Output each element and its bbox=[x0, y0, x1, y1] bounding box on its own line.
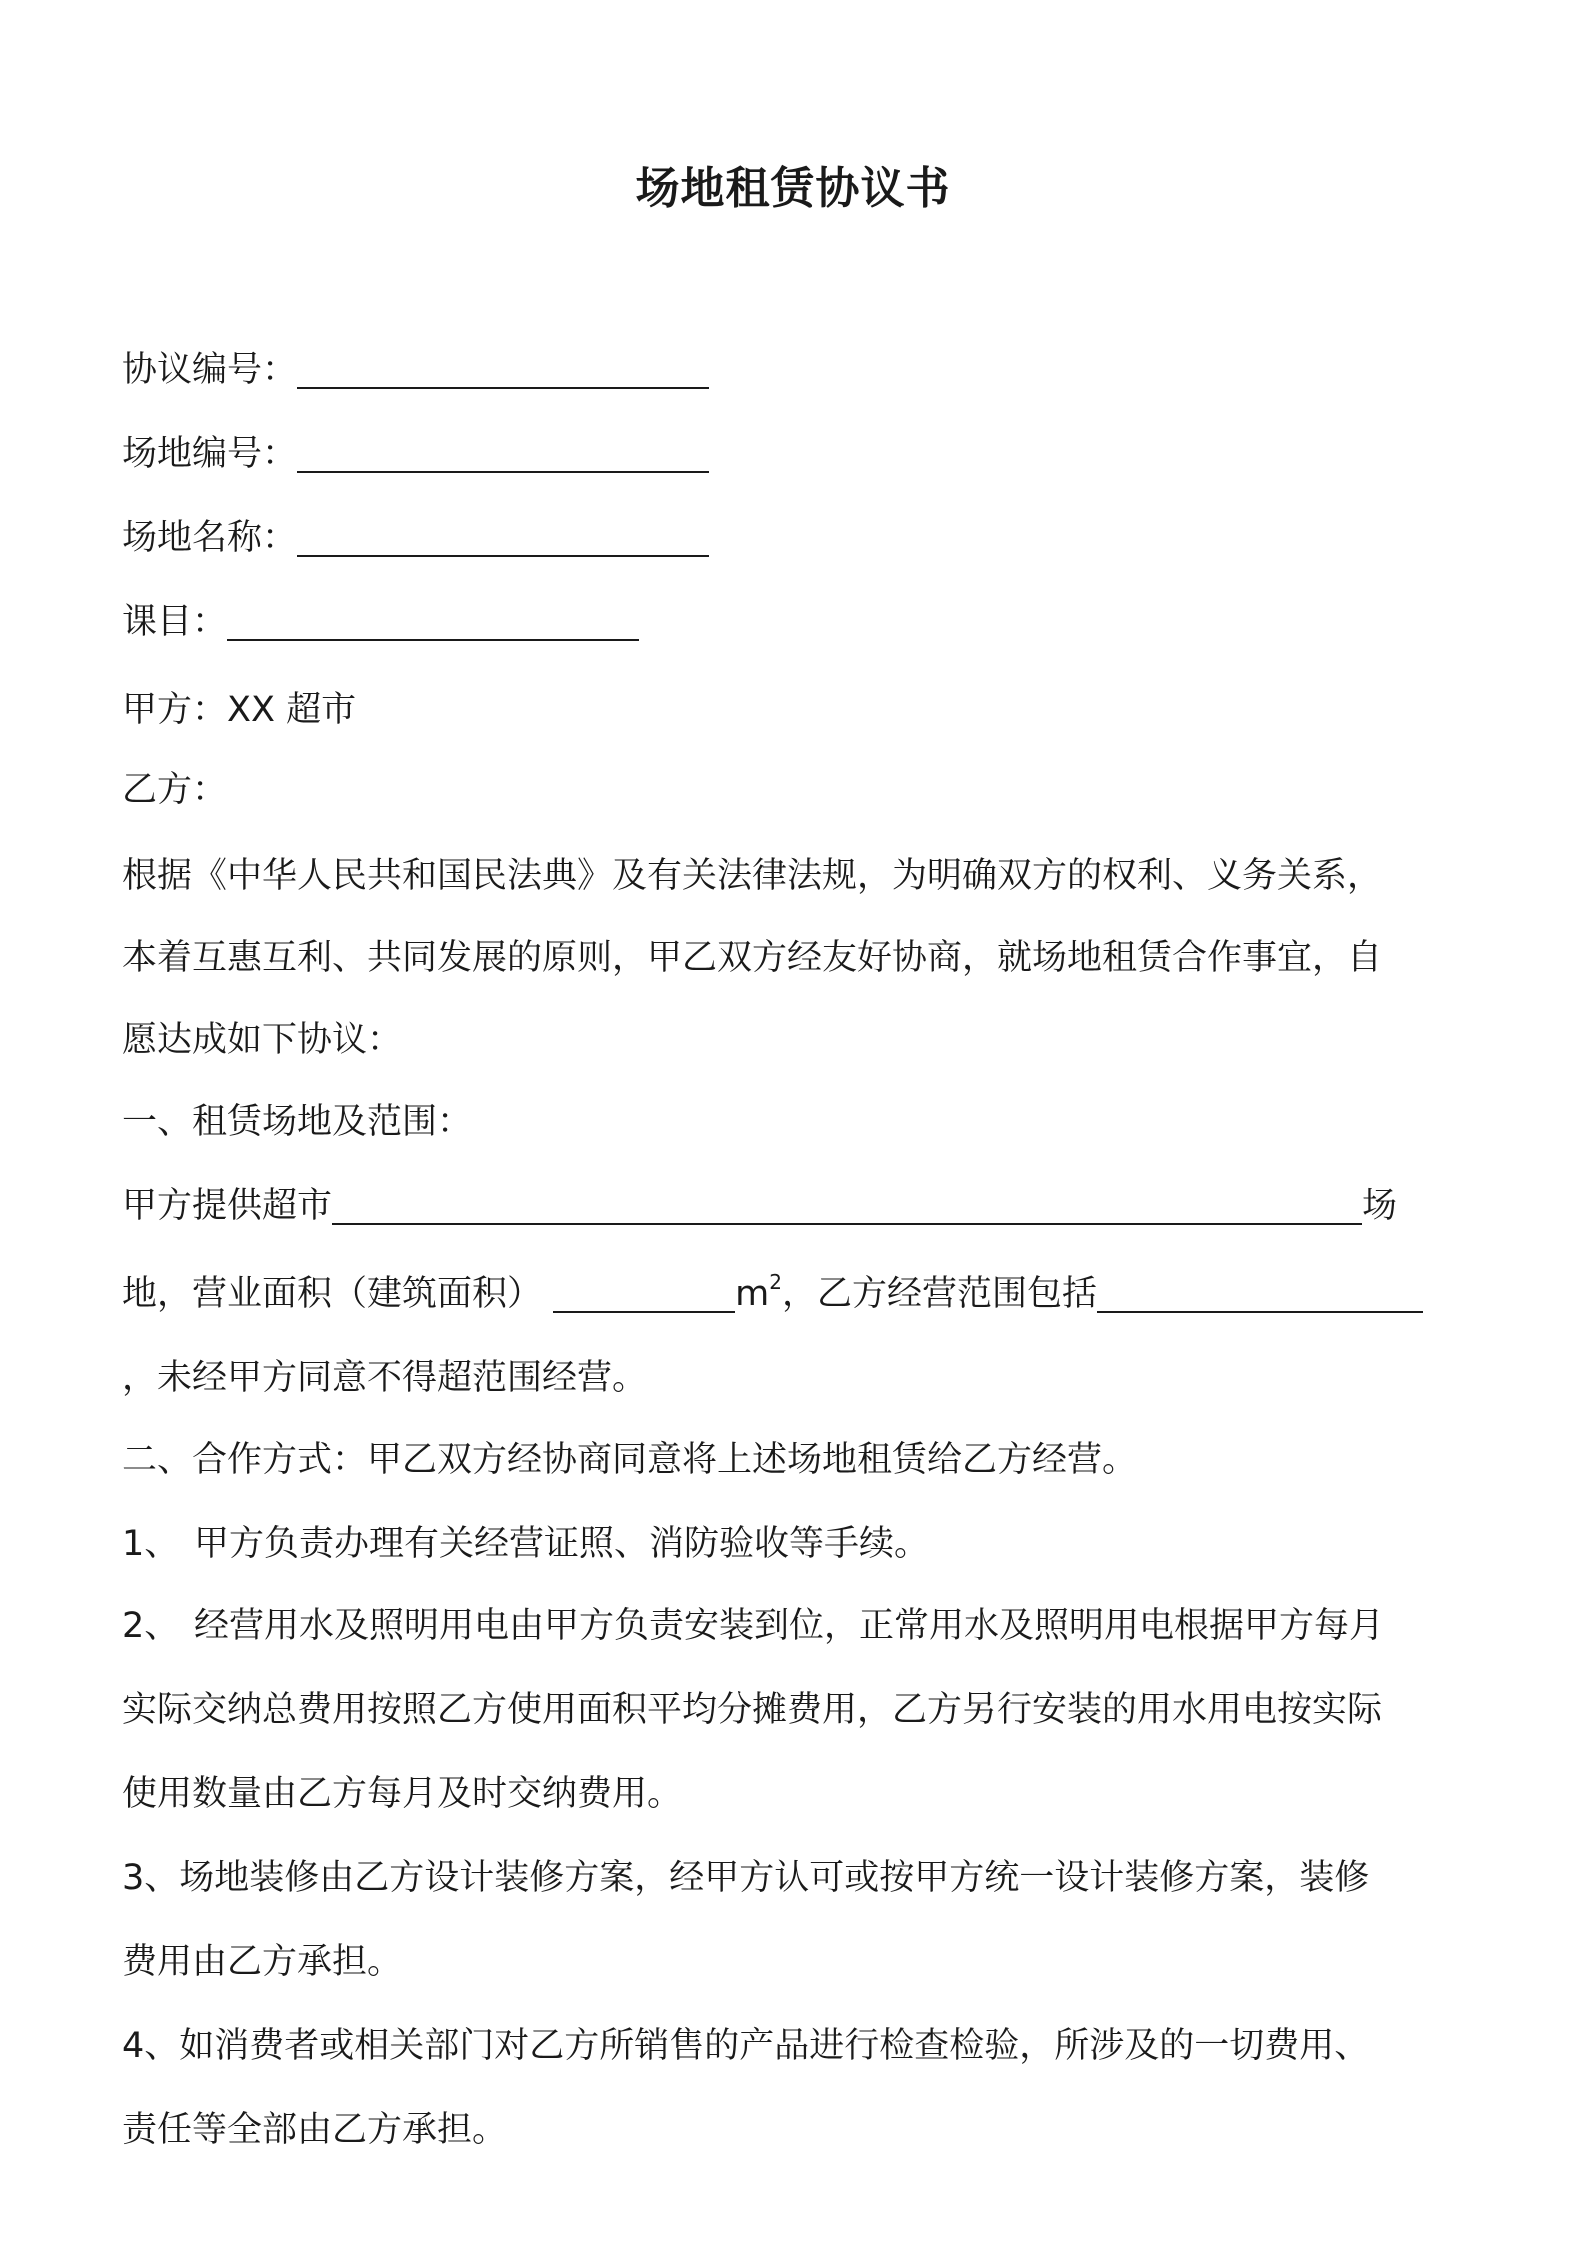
venue-no-row bbox=[122, 430, 709, 478]
venue-name-blank bbox=[297, 521, 709, 557]
area-unit: m bbox=[735, 1274, 770, 1314]
party-a: 甲方：XX 超市 bbox=[122, 690, 357, 730]
section1-heading: 一、租赁场地及范围： bbox=[122, 1102, 473, 1142]
preamble-line-2: 本着互惠互利、共同发展的原则，甲乙双方经友好协商，就场地租赁合作事宜，自 bbox=[122, 938, 1383, 978]
venue-no-label: 场地编号： bbox=[122, 434, 298, 474]
section1-line-3: ，未经甲方同意不得超范围经营。 bbox=[122, 1358, 648, 1398]
area-unit-sup: 2 bbox=[769, 1270, 782, 1294]
scope-blank bbox=[1097, 1277, 1423, 1313]
party-b: 乙方： bbox=[122, 770, 228, 810]
venue-name-label: 场地名称： bbox=[122, 518, 298, 558]
section1-line-2 bbox=[122, 1270, 1423, 1318]
agreement-no-row bbox=[122, 346, 709, 394]
section2-item-2 bbox=[122, 1602, 1384, 1650]
venue-no-blank bbox=[297, 437, 709, 473]
item1-text: 甲方负责办理有关经营证照、消防验收等手续。 bbox=[194, 1524, 930, 1564]
section2-heading: 二、合作方式： bbox=[122, 1440, 368, 1480]
subject-row bbox=[122, 598, 639, 646]
section2-heading-text: 甲乙双方经协商同意将上述场地租赁给乙方经营。 bbox=[367, 1440, 1138, 1480]
agreement-no-blank bbox=[297, 353, 709, 389]
section2-heading-row bbox=[122, 1436, 1137, 1484]
preamble-line-1: 根据《中华人民共和国民法典》及有关法律法规，为明确双方的权利、义务关系， bbox=[122, 856, 1383, 896]
section1-line1-prefix: 甲方提供超市 bbox=[122, 1186, 333, 1226]
document-title: 场地租赁协议书 bbox=[635, 163, 951, 214]
item4-line-1: 4、如消费者或相关部门对乙方所销售的产品进行检查检验，所涉及的一切费用、 bbox=[122, 2026, 1370, 2066]
item4-line-2: 责任等全部由乙方承担。 bbox=[122, 2110, 508, 2150]
subject-blank bbox=[227, 605, 639, 641]
area-blank bbox=[553, 1277, 735, 1313]
item3-line-1: 3、场地装修由乙方设计装修方案，经甲方认可或按甲方统一设计装修方案，装修 bbox=[122, 1858, 1370, 1898]
item2-line-1: 经营用水及照明用电由甲方负责安装到位，正常用水及照明用电根据甲方每月 bbox=[194, 1606, 1385, 1646]
item2-number: 2、 bbox=[122, 1606, 180, 1646]
item1-number: 1、 bbox=[122, 1524, 180, 1564]
item2-line-2: 实际交纳总费用按照乙方使用面积平均分摊费用，乙方另行安装的用水用电按实际 bbox=[122, 1690, 1383, 1730]
subject-label: 课目： bbox=[122, 602, 228, 642]
section1-line2-prefix: 地，营业面积（建筑面积） bbox=[122, 1274, 543, 1314]
supermarket-blank bbox=[332, 1189, 1362, 1225]
section1-line-1 bbox=[122, 1182, 1397, 1230]
item3-line-2: 费用由乙方承担。 bbox=[122, 1942, 403, 1982]
item2-line-3: 使用数量由乙方每月及时交纳费用。 bbox=[122, 1774, 683, 1814]
venue-name-row bbox=[122, 514, 709, 562]
section1-line2-mid: ，乙方经营范围包括 bbox=[782, 1274, 1098, 1314]
agreement-no-label: 协议编号： bbox=[122, 350, 298, 390]
section2-item-1 bbox=[122, 1520, 929, 1568]
preamble-line-3: 愿达成如下协议： bbox=[122, 1020, 403, 1060]
section1-line1-suffix: 场 bbox=[1362, 1186, 1398, 1226]
